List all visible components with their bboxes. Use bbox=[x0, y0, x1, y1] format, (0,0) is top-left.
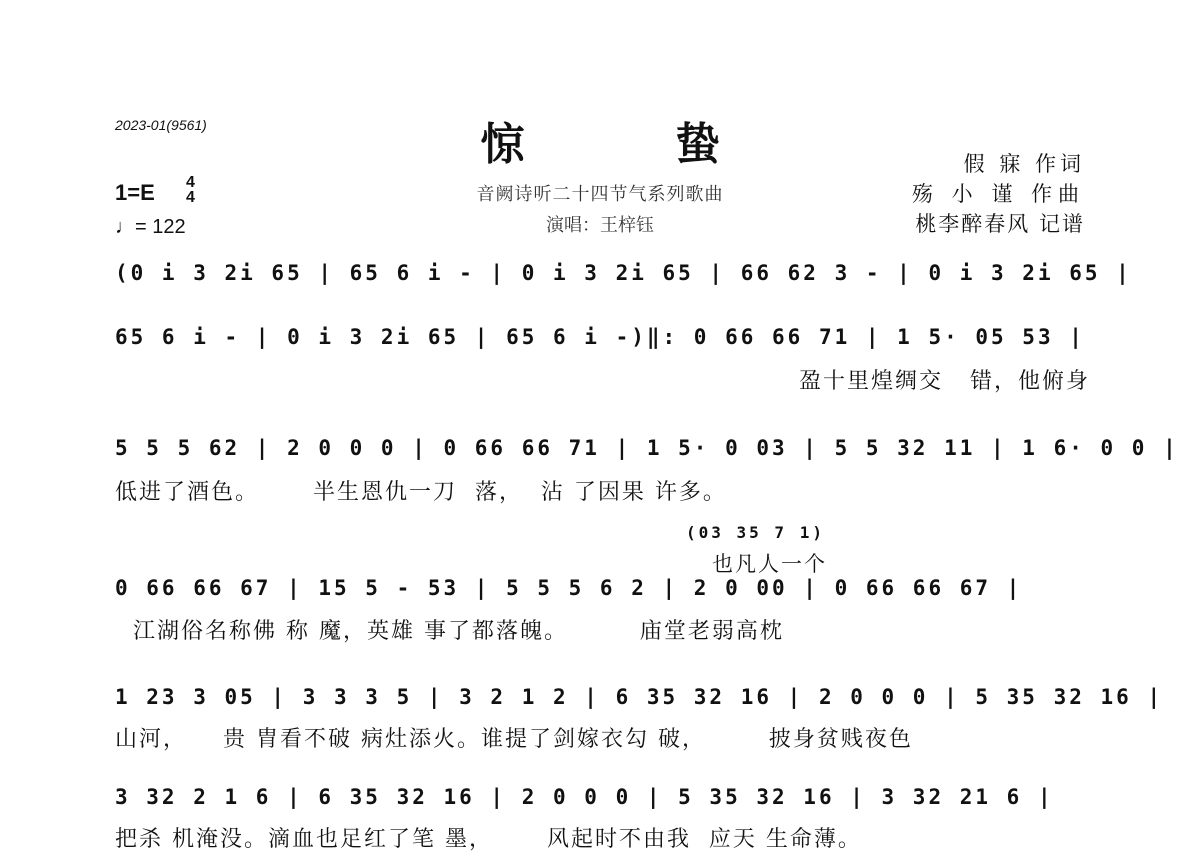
time-signature-bottom: 4 bbox=[186, 189, 195, 206]
lyric-row-4: 江湖俗名称佛 称 魔，英雄 事了都落魄。 庙堂老弱高枕 bbox=[115, 619, 784, 644]
notation-row-1-notes: (0 i 3 2i 65 | 65 6 i - | 0 i 3 2i 65 | 66 62 3 - | 0 i 3 2i 65 | bbox=[115, 261, 1132, 285]
song-subtitle: 音阙诗听二十四节气系列歌曲 bbox=[476, 184, 724, 205]
document-code: 2023-01(9561) bbox=[115, 117, 207, 133]
time-signature bbox=[186, 175, 195, 205]
notation-row-2 bbox=[115, 322, 1090, 368]
notation-row-6-notes: 3 32 2 1 6 | 6 35 32 16 | 2 0 0 0 | 5 35 32 16 | 3 32 21 6 | bbox=[115, 785, 1054, 809]
composer-credit: 殇 小 谨 作曲 bbox=[911, 182, 1085, 206]
pickup-lyric: 也凡人一个 bbox=[712, 552, 827, 576]
lyricist-credit: 假 寐 作词 bbox=[963, 152, 1085, 176]
lyric-row-6: 把杀 机淹没。滴血也足红了笔 墨， 风起时不由我 应天 生命薄。 bbox=[115, 827, 862, 852]
notation-row-1 bbox=[115, 258, 1132, 304]
lyric-row-5: 山河， 贵 胄看不破 病灶添火。谁提了剑嫁衣勾 破， 披身贫贱夜色 bbox=[115, 727, 913, 752]
notation-row-5-notes: 1 23 3 05 | 3 3 3 5 | 3 2 1 2 | 6 35 32 16 | 2 0 0 0 | 5 35 32 16 | bbox=[115, 685, 1164, 709]
notation-row-4-notes: 0 66 66 67 | 15 5 - 53 | 5 5 5 6 2 | 2 0 00 | 0 66 66 67 | bbox=[115, 576, 1023, 600]
tempo-marking: ♩= 122 bbox=[115, 216, 186, 238]
singer-credit: 演唱：王梓钰 bbox=[546, 215, 654, 236]
notation-row-4 bbox=[115, 573, 1090, 619]
notation-row-2-notes: 65 6 i - | 0 i 3 2i 65 | 65 6 i -)‖: 0 66 66 71 | 1 5· 05 53 | bbox=[115, 325, 1085, 349]
notation-row-3-notes: 5 5 5 62 | 2 0 0 0 | 0 66 66 71 | 1 5· 0 03 | 5 5 32 11 | 1 6· 0 0 | bbox=[115, 436, 1179, 460]
time-signature-top: 4 bbox=[186, 174, 195, 191]
instrumental-annotation: (03 35 7 1) bbox=[686, 523, 825, 542]
key-signature: 1=E bbox=[115, 180, 155, 205]
notation-row-3 bbox=[115, 433, 1179, 479]
song-title: 惊 蛰 bbox=[480, 119, 788, 170]
lyric-row-3: 低进了酒色。 半生恩仇一刀 落， 沾 了因果 许多。 bbox=[115, 480, 727, 505]
transcriber-credit: 桃李醉春风 记谱 bbox=[915, 212, 1085, 236]
lyric-row-2: 盈十里煌绸交 错，他俯身 bbox=[799, 369, 1090, 394]
